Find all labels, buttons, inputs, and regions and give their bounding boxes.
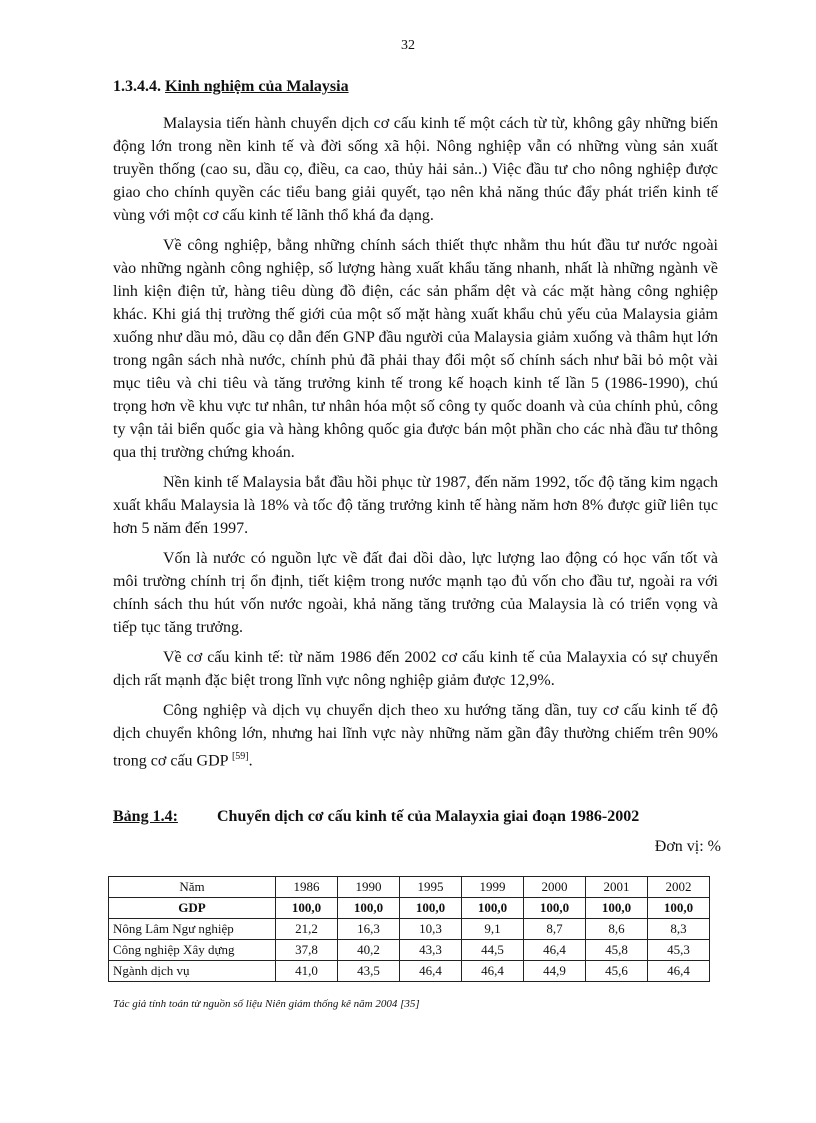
table-label: Bảng 1.4: (113, 808, 178, 825)
value-cell: 46,4 (648, 961, 710, 982)
section-title: Kinh nghiệm của Malaysia (165, 78, 349, 95)
paragraph: Nền kinh tế Malaysia bắt đầu hồi phục từ 1987, đến năm 1992, tốc độ tăng kim ngạch xuất khẩu Malaysia là 18% và tốc độ tăng trưởng kinh tế hàng năm hơn 8% được giữ liên tục hơn 5 năm đến 1997. (113, 474, 718, 537)
value-cell: 100,0 (586, 898, 648, 919)
value-cell: 46,4 (524, 940, 586, 961)
body-text (113, 112, 718, 779)
value-cell: 43,3 (400, 940, 462, 961)
table-row (109, 919, 710, 940)
paragraph-end: . (248, 752, 253, 770)
value-cell: 46,4 (462, 961, 524, 982)
year-header-cell: 1995 (400, 877, 462, 898)
year-header-cell: 2001 (586, 877, 648, 898)
header-label-cell: Năm (109, 877, 276, 898)
value-cell: 100,0 (338, 898, 400, 919)
value-cell: 43,5 (338, 961, 400, 982)
row-label-cell: Công nghiệp Xây dựng (109, 940, 276, 961)
year-header-cell: 1999 (462, 877, 524, 898)
paragraph: Vốn là nước có nguồn lực về đất đai dồi dào, lực lượng lao động có học vấn tốt và môi trường chính trị ổn định, tiết kiệm trong nước mạnh tạo đủ vốn cho đầu tư, ngoài ra với chính sách thu hút vốn nước ngoài, khả năng tăng trưởng của Malaysia là có triển vọng và tiếp tục tăng trưởng. (113, 550, 718, 636)
section-number: 1.3.4.4. (113, 78, 161, 95)
table-row (109, 940, 710, 961)
paragraph: Về cơ cấu kinh tế: từ năm 1986 đến 2002 cơ cấu kinh tế của Malayxia có sự chuyển dịch rất mạnh đặc biệt trong lĩnh vực nông nghiệp giảm được 12,9%. (113, 649, 718, 689)
value-cell: 100,0 (400, 898, 462, 919)
value-cell: 44,9 (524, 961, 586, 982)
value-cell: 21,2 (276, 919, 338, 940)
table-source: Tác giả tính toán từ nguồn số liệu Niên giám thống kê năm 2004 [35] (113, 998, 420, 1010)
value-cell: 9,1 (462, 919, 524, 940)
value-cell: 41,0 (276, 961, 338, 982)
value-cell: 37,8 (276, 940, 338, 961)
value-cell: 45,8 (586, 940, 648, 961)
value-cell: 44,5 (462, 940, 524, 961)
table-row (109, 898, 710, 919)
value-cell: 100,0 (524, 898, 586, 919)
year-header-cell: 1986 (276, 877, 338, 898)
row-label-cell: GDP (109, 898, 276, 919)
paragraph: Về công nghiệp, bằng những chính sách thiết thực nhằm thu hút đầu tư nước ngoài vào những ngành công nghiệp, số lượng hàng xuất khẩu tăng nhanh, nhất là những ngành về linh kiện điện tử, hàng tiêu dùng đồ điện, các sản phẩm dệt và các mặt hàng công nghiệp khác. Khi giá thị trường thế giới của một số mặt hàng xuất khẩu chủ yếu của Malaysia giảm xuống như dầu mỏ, dầu cọ dẫn đến GNP đầu người của Malaysia giảm xuống và thâm hụt lớn trong ngân sách nhà nước, chính phủ đã phải thay đổi một số chính sách như bãi bỏ một vài mục tiêu và chi tiêu và tăng trưởng kinh tế trong kế hoạch kinh tế lần 5 (1986-1990), chú trọng hơn về khu vực tư nhân, tư nhân hóa một số công ty quốc doanh và của chính phủ, công ty vận tải biển quốc gia và hàng không quốc gia được bán một phần cho các nhà đầu tư thông qua thị trường chứng khoán. (113, 237, 718, 461)
year-header-cell: 1990 (338, 877, 400, 898)
value-cell: 100,0 (462, 898, 524, 919)
value-cell: 100,0 (276, 898, 338, 919)
year-header-cell: 2000 (524, 877, 586, 898)
data-table (108, 876, 710, 982)
value-cell: 8,7 (524, 919, 586, 940)
value-cell: 8,3 (648, 919, 710, 940)
table-title: Chuyển dịch cơ cấu kinh tế của Malayxia giai đoạn 1986-2002 (217, 808, 640, 825)
value-cell: 10,3 (400, 919, 462, 940)
table-row (109, 961, 710, 982)
value-cell: 8,6 (586, 919, 648, 940)
value-cell: 100,0 (648, 898, 710, 919)
value-cell: 46,4 (400, 961, 462, 982)
value-cell: 45,3 (648, 940, 710, 961)
paragraph-last (113, 699, 718, 772)
citation: [59] (231, 751, 249, 762)
table-unit: Đơn vị: % (654, 838, 721, 855)
row-label-cell: Nông Lâm Ngư nghiệp (109, 919, 276, 940)
table-header-row (109, 877, 710, 898)
section-heading (113, 78, 349, 96)
row-label-cell: Ngành dịch vụ (109, 961, 276, 982)
value-cell: 16,3 (338, 919, 400, 940)
page-number: 32 (401, 38, 415, 53)
year-header-cell: 2002 (648, 877, 710, 898)
value-cell: 40,2 (338, 940, 400, 961)
paragraph-text: Công nghiệp và dịch vụ chuyển dịch theo xu hướng tăng dần, tuy cơ cấu kinh tế độ dịch chuyển không lớn, nhưng hai lĩnh vực này những năm gần đây thường chiếm trên 90% trong cơ cấu GDP (113, 702, 718, 770)
table-caption (113, 808, 718, 826)
value-cell: 45,6 (586, 961, 648, 982)
paragraph: Malaysia tiến hành chuyển dịch cơ cấu kinh tế một cách từ từ, không gây những biến động lớn trong nền kinh tế và đời sống xã hội. Nông nghiệp vẫn có những vùng sản xuất truyền thống (cao su, dầu cọ, điều, ca cao, thủy hải sản..) Việc đầu tư cho nông nghiệp được giao cho chính quyền các tiểu bang giải quyết, tạo nên khả năng thúc đẩy phát triển kinh tế vùng với một cơ cấu kinh tế lãnh thổ khá đa dạng. (113, 115, 718, 224)
